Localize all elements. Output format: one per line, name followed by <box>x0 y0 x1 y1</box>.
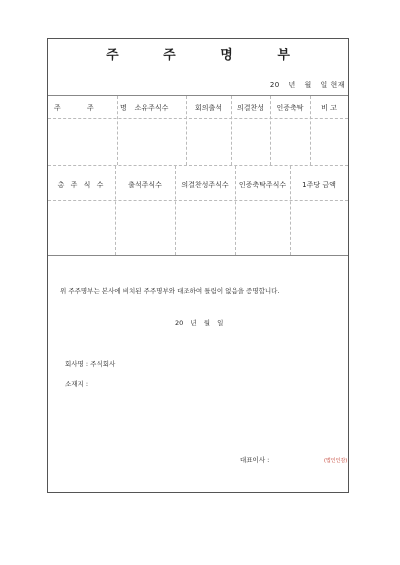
header-remarks: 비 고 <box>321 104 337 112</box>
date-month: 월 <box>304 81 312 89</box>
table2-bottom-rule <box>48 255 348 256</box>
cert-date-day: 일 <box>217 319 224 327</box>
table1-header-rule <box>48 118 348 119</box>
certification-date <box>175 318 223 327</box>
date-day-status: 일 현재 <box>320 81 345 89</box>
header-shareholder-name: 주 주 명 <box>54 104 139 112</box>
header-owned-shares: 소유주식수 <box>134 104 169 112</box>
header-resolution-approval: 의결찬성 <box>236 104 265 112</box>
header-notarized-shares: 인증축탁주식수 <box>238 181 287 189</box>
representative-director: 대표이사 : <box>240 456 270 464</box>
document-title: 주 주 명 부 <box>106 48 310 63</box>
table1-top-rule <box>48 95 348 96</box>
date-year-unit: 년 <box>288 81 296 89</box>
header-total-shares: 총 주 식 수 <box>57 181 106 189</box>
cert-date-month: 월 <box>203 319 210 327</box>
as-of-date <box>264 80 345 90</box>
header-meeting-attendance: 회의출석 <box>194 104 223 112</box>
header-approving-shares: 의결찬성주식수 <box>181 181 229 189</box>
cert-date-year-unit: 년 <box>190 319 197 327</box>
cert-date-year: 20 <box>175 319 184 327</box>
table1-bottom-rule <box>48 165 348 166</box>
header-attending-shares: 출석주식수 <box>128 181 162 189</box>
header-amount-per-share: 1주당 금액 <box>302 181 336 189</box>
certification-statement: 위 주주명부는 본사에 비치된 주주명부와 대조하여 틀림이 없음을 증명합니다. <box>60 287 280 295</box>
company-address: 소재지 : <box>65 380 89 388</box>
corporate-seal-label: (법인인감) <box>324 458 348 464</box>
table2-header-rule <box>48 200 348 201</box>
date-year: 20 <box>269 81 280 89</box>
company-name: 회사명 : 주식회사 <box>65 360 116 368</box>
header-notarization-commission: 인증축탁 <box>276 104 304 112</box>
